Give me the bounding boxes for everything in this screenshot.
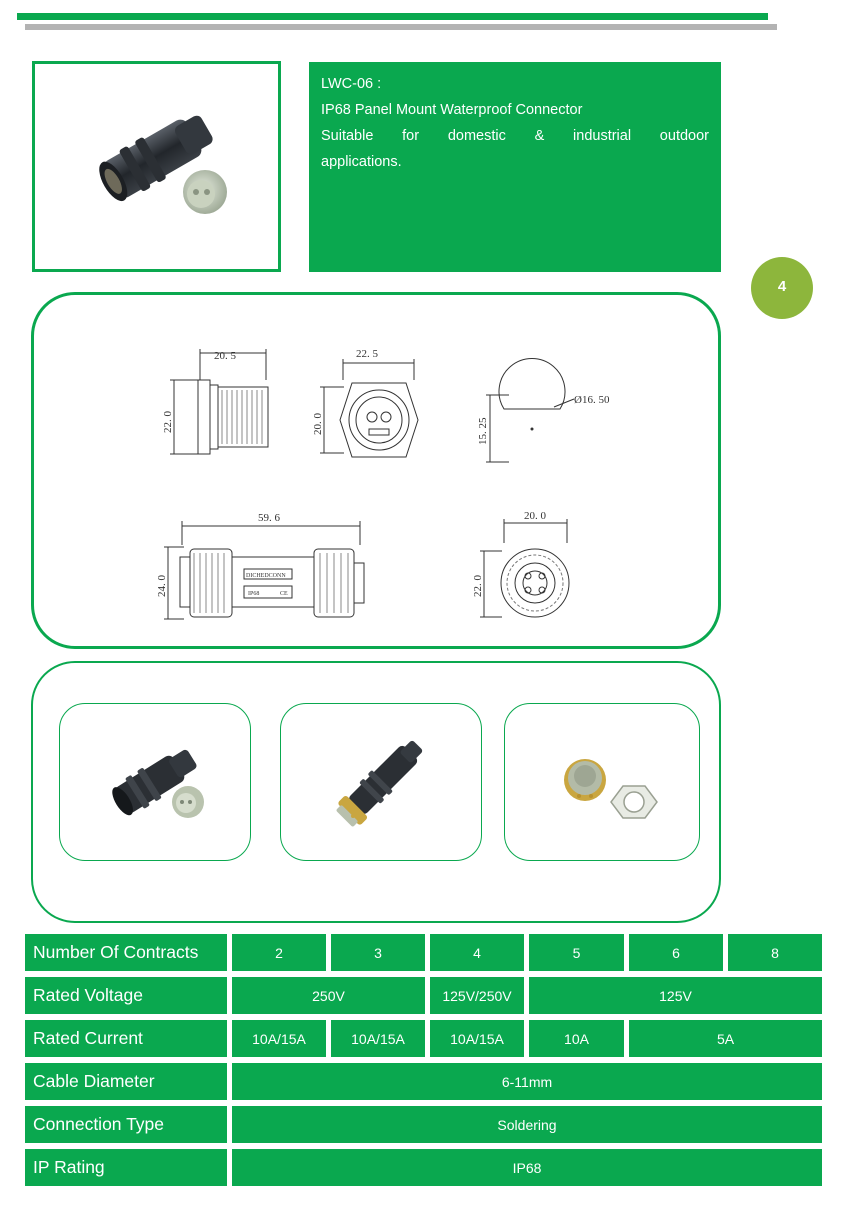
gallery-thumb-3[interactable] — [504, 703, 700, 861]
contacts-5: 5 — [529, 934, 624, 971]
plug-end-view — [480, 519, 569, 617]
gallery-thumb-2[interactable] — [280, 703, 482, 861]
panel-width-dim: 20. 5 — [214, 350, 236, 362]
plug-height-dim: 24. 0 — [156, 575, 168, 597]
panel-socket-nut-icon — [505, 704, 698, 859]
panel-cutout-view — [486, 359, 574, 462]
plug-marking-ip: IP68 — [248, 591, 260, 597]
description-line-1: Suitable for domestic & industrial outdoor — [321, 128, 709, 144]
current-3: 10A/15A — [331, 1020, 425, 1057]
spec-label-voltage: Rated Voltage — [25, 977, 227, 1014]
connector-pair-icon — [60, 704, 249, 859]
current-2: 10A/15A — [232, 1020, 326, 1057]
connection-type-value: Soldering — [232, 1106, 822, 1143]
spec-label-contacts: Number Of Contracts — [25, 934, 227, 971]
panel-socket-front-view — [320, 359, 418, 457]
plug-marking-brand: DICHEDCONN — [246, 573, 286, 579]
contacts-4: 4 — [430, 934, 524, 971]
product-gallery-panel — [31, 661, 721, 923]
end-height-dim: 22. 0 — [472, 575, 484, 597]
spec-label-cable: Cable Diameter — [25, 1063, 227, 1100]
cutout-diameter-dim: Ø16. 50 — [574, 394, 610, 406]
contacts-6: 6 — [629, 934, 723, 971]
product-title: IP68 Panel Mount Waterproof Connector — [321, 102, 583, 118]
gallery-thumb-1[interactable] — [59, 703, 251, 861]
spec-label-current: Rated Current — [25, 1020, 227, 1057]
front-width-dim: 22. 5 — [356, 348, 378, 360]
contacts-8: 8 — [728, 934, 822, 971]
panel-height-dim: 22. 0 — [162, 411, 174, 433]
product-description — [309, 62, 721, 272]
dimension-drawing — [34, 295, 720, 648]
voltage-250v: 250V — [232, 977, 425, 1014]
voltage-125-250v: 125V/250V — [430, 977, 524, 1014]
plug-side-view — [164, 521, 364, 619]
front-height-dim: 20. 0 — [312, 413, 324, 435]
top-accent-bar — [17, 13, 768, 20]
cable-diameter-value: 6-11mm — [232, 1063, 822, 1100]
contacts-3: 3 — [331, 934, 425, 971]
plug-marking-ce: CE — [280, 591, 288, 597]
end-width-dim: 20. 0 — [524, 510, 546, 522]
current-6-8: 5A — [629, 1020, 822, 1057]
model-code: LWC-06 : — [321, 76, 382, 92]
spec-label-ip: IP Rating — [25, 1149, 227, 1186]
panel-socket-side-view — [170, 349, 268, 454]
connector-mated-icon — [281, 704, 480, 859]
current-5: 10A — [529, 1020, 624, 1057]
spec-label-connection: Connection Type — [25, 1106, 227, 1143]
description-line-2: applications. — [321, 154, 402, 170]
voltage-125v: 125V — [529, 977, 822, 1014]
ip-rating-value: IP68 — [232, 1149, 822, 1186]
plug-length-dim: 59. 6 — [258, 512, 280, 524]
current-4: 10A/15A — [430, 1020, 524, 1057]
contacts-2: 2 — [232, 934, 326, 971]
connector-pair-icon — [35, 64, 278, 269]
page-number-badge: 4 — [751, 257, 813, 319]
cutout-height-dim: 15. 25 — [477, 417, 489, 445]
top-secondary-bar — [25, 24, 777, 30]
technical-drawing-panel — [31, 292, 721, 649]
product-photo — [32, 61, 281, 272]
